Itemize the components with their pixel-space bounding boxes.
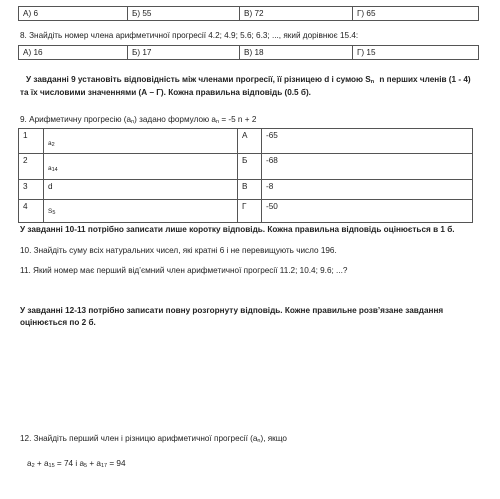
q7-options-table	[18, 6, 479, 21]
task12-instructions: У завданні 12-13 потрібно записати повну розгорнуту відповідь. Кожне правильне розв’язане завдання	[20, 306, 444, 315]
q9-sub-n: n	[131, 119, 135, 125]
q12-question	[20, 434, 287, 444]
table-row	[19, 180, 473, 200]
match-num: 2	[19, 154, 44, 180]
match-num: 3	[19, 180, 44, 200]
q9-match-table	[18, 128, 473, 223]
q9-text-c: = -5 n + 2	[219, 115, 257, 124]
task12-instructions-line2: оцінюється по 2 б.	[20, 318, 96, 327]
q11-question: 11. Який номер має перший від’ємний член арифметичної прогресії 11.2; 10.4; 9.6; ...?	[20, 266, 348, 275]
q9-sub-n2: n	[215, 119, 220, 125]
q9-text-a: 9. Арифметичну прогресію (a	[20, 115, 132, 124]
q10-question: 10. Знайдіть суму всіх натуральних чисел, які кратні 6 і не перевищують число 196.	[20, 246, 337, 255]
match-num: 1	[19, 129, 44, 154]
q8-option-b[interactable]: Б) 17	[128, 46, 240, 60]
task9-instr-sub: n	[370, 79, 375, 85]
task9-instr-part2: n перших членів (1 - 4)	[379, 75, 471, 84]
match-letter: Г	[238, 200, 262, 223]
q8-option-c[interactable]: В) 18	[240, 46, 353, 60]
match-item: a2	[44, 129, 238, 154]
q8-option-a[interactable]: А) 16	[19, 46, 128, 60]
match-item: d	[44, 180, 238, 200]
match-letter: А	[238, 129, 262, 154]
match-value: -65	[262, 129, 473, 154]
q12-sub-n: n	[257, 438, 261, 444]
task9-instructions	[26, 75, 471, 85]
q8-question: 8. Знайдіть номер члена арифметичної прогресії 4.2; 4.9; 5.6; 6.3; ..., який дорівнює 15.4:	[20, 31, 359, 40]
match-num: 4	[19, 200, 44, 223]
task9-instr-part1: У завданні 9 установіть відповідність між членами прогресії, її різницею d і сумою S	[26, 75, 371, 84]
table-row	[19, 129, 473, 154]
q12-text-a: 12. Знайдіть перший член і різницю арифметичної прогресії (a	[20, 434, 258, 443]
q8-options-table	[18, 45, 479, 60]
q7-option-d[interactable]: Г) 65	[353, 7, 479, 21]
q7-option-a[interactable]: А) 6	[19, 7, 128, 21]
q7-option-c[interactable]: В) 72	[240, 7, 353, 21]
task9-instructions-line2: та їх числовими значеннями (А – Г). Кожна правильна відповідь (0.5 б).	[20, 88, 311, 97]
q8-option-d[interactable]: Г) 15	[353, 46, 479, 60]
match-letter: В	[238, 180, 262, 200]
match-item: S5	[44, 200, 238, 223]
match-value: -68	[262, 154, 473, 180]
q9-text-b: ) задано формулою a	[134, 115, 216, 124]
match-value: -50	[262, 200, 473, 223]
match-item: a14	[44, 154, 238, 180]
match-letter: Б	[238, 154, 262, 180]
q12-text-b: ), якщо	[260, 434, 287, 443]
match-value: -8	[262, 180, 473, 200]
q9-question	[20, 115, 256, 125]
table-row	[19, 200, 473, 223]
task10-instructions: У завданні 10-11 потрібно записати лише коротку відповідь. Кожна правильна відповідь оцінюється в 1 б.	[20, 225, 455, 234]
q12-equation: a2 + a15 = 74 і a5 + a17 = 94	[27, 459, 126, 469]
table-row	[19, 154, 473, 180]
q7-option-b[interactable]: Б) 55	[128, 7, 240, 21]
